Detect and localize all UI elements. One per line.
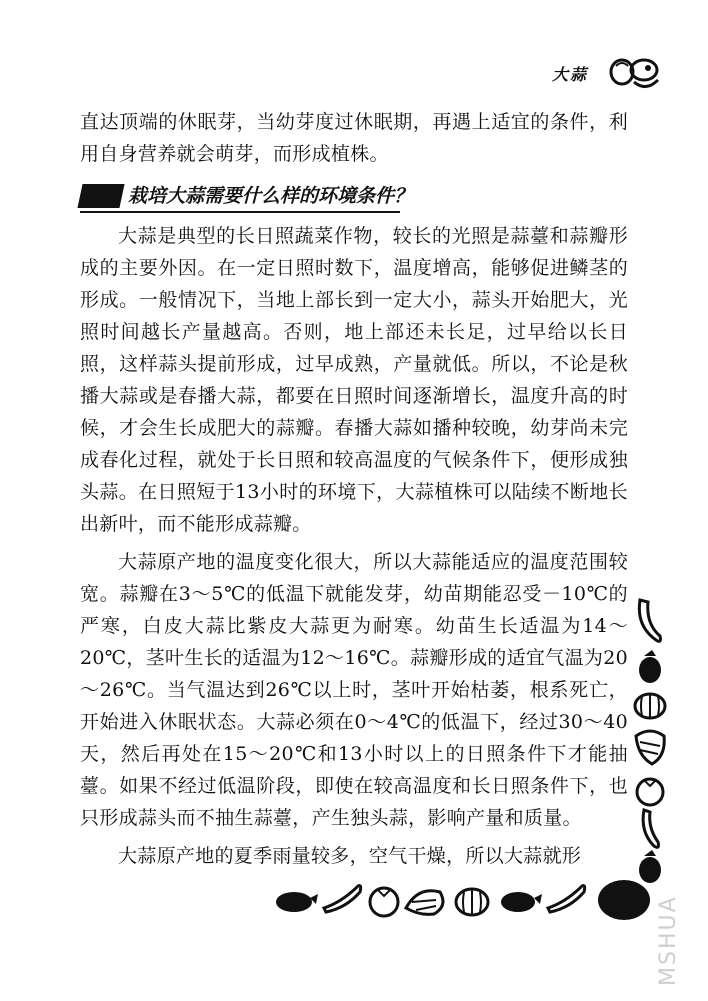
question-heading <box>80 180 628 212</box>
crab-icon <box>636 731 664 764</box>
chili-icon <box>548 886 585 912</box>
eggplant-icon <box>276 892 318 912</box>
pumpkin-icon <box>635 694 665 718</box>
text-body <box>80 106 628 872</box>
crab-icon <box>406 891 443 915</box>
eggplant-icon <box>639 650 661 683</box>
bottom-decoration-row <box>272 872 652 928</box>
running-title: 大蒜 <box>552 65 589 84</box>
paragraph-temperature: 大蒜原产地的温度变化很大，所以大蒜能适应的温度范围较宽。蒜瓣在3～5℃的低温下就能发芽，幼苗期能忍受－10℃的严寒，白皮大蒜比紫皮大蒜更为耐寒。幼苗生长适温为14～20℃，茎叶生长的适温为12～16℃。蒜瓣形成的适宜气温为20～26℃。当气温达到26℃以上时，茎叶开始枯萎，根系死亡，开始进入休眠状态。大蒜必须在0～4℃的低温下，经过30～40天，然后再处在15～20℃和13小时以上的日照条件下才能抽薹。如果不经过低温阶段，即使在较高温度和长日照条件下，也只形成蒜头而不抽生蒜薹，产生独头蒜，影响产量和质量。 <box>80 551 628 829</box>
paragraph-continued: 直达顶端的休眠芽，当幼芽度过休眠期，再遇上适宜的条件，利用自身营养就会萌芽，而形成植株。 <box>80 111 628 165</box>
vegetable-ornament-icon <box>608 52 662 92</box>
heading-underline <box>80 211 400 213</box>
paragraph-rainfall: 大蒜原产地的夏季雨量较多，空气干燥，所以大蒜就形 <box>118 845 582 867</box>
chili-icon <box>643 810 658 847</box>
chili-icon <box>324 886 361 912</box>
chili-icon <box>639 600 660 641</box>
tomato-icon <box>637 779 663 805</box>
side-decoration-column <box>630 596 670 886</box>
question-badge-icon <box>77 184 124 208</box>
eggplant-icon <box>501 892 542 912</box>
tomato-icon <box>370 888 398 916</box>
paragraph-light: 大蒜是典型的长日照蔬菜作物，较长的光照是蒜薹和蒜瓣形成的主要外因。在一定日照时数下，温度增高，能够促进鳞茎的形成。一般情况下，当地上部长到一定大小，蒜头开始肥大，光照时间越长产量越高。否则，地上部还未长足，过早给以长日照，这样蒜头提前形成，过早成熟，产量就低。所以，不论是秋播大蒜或是春播大蒜，都要在日照时间逐渐增长，温度升高的时候，才会生长成肥大的蒜瓣。春播大蒜如播种较晚，幼芽尚未完成春化过程，就处于长日照和较高温度的气候条件下，便形成独头蒜。在日照短于13小时的环境下，大蒜植株可以陆续不断地长出新叶，而不能形成蒜瓣。 <box>80 225 628 535</box>
dark-blob-icon <box>598 880 650 920</box>
question-text: 栽培大蒜需要什么样的环境条件？ <box>128 185 414 207</box>
pumpkin-icon <box>456 889 488 915</box>
watermark: MSHUA <box>656 895 681 986</box>
